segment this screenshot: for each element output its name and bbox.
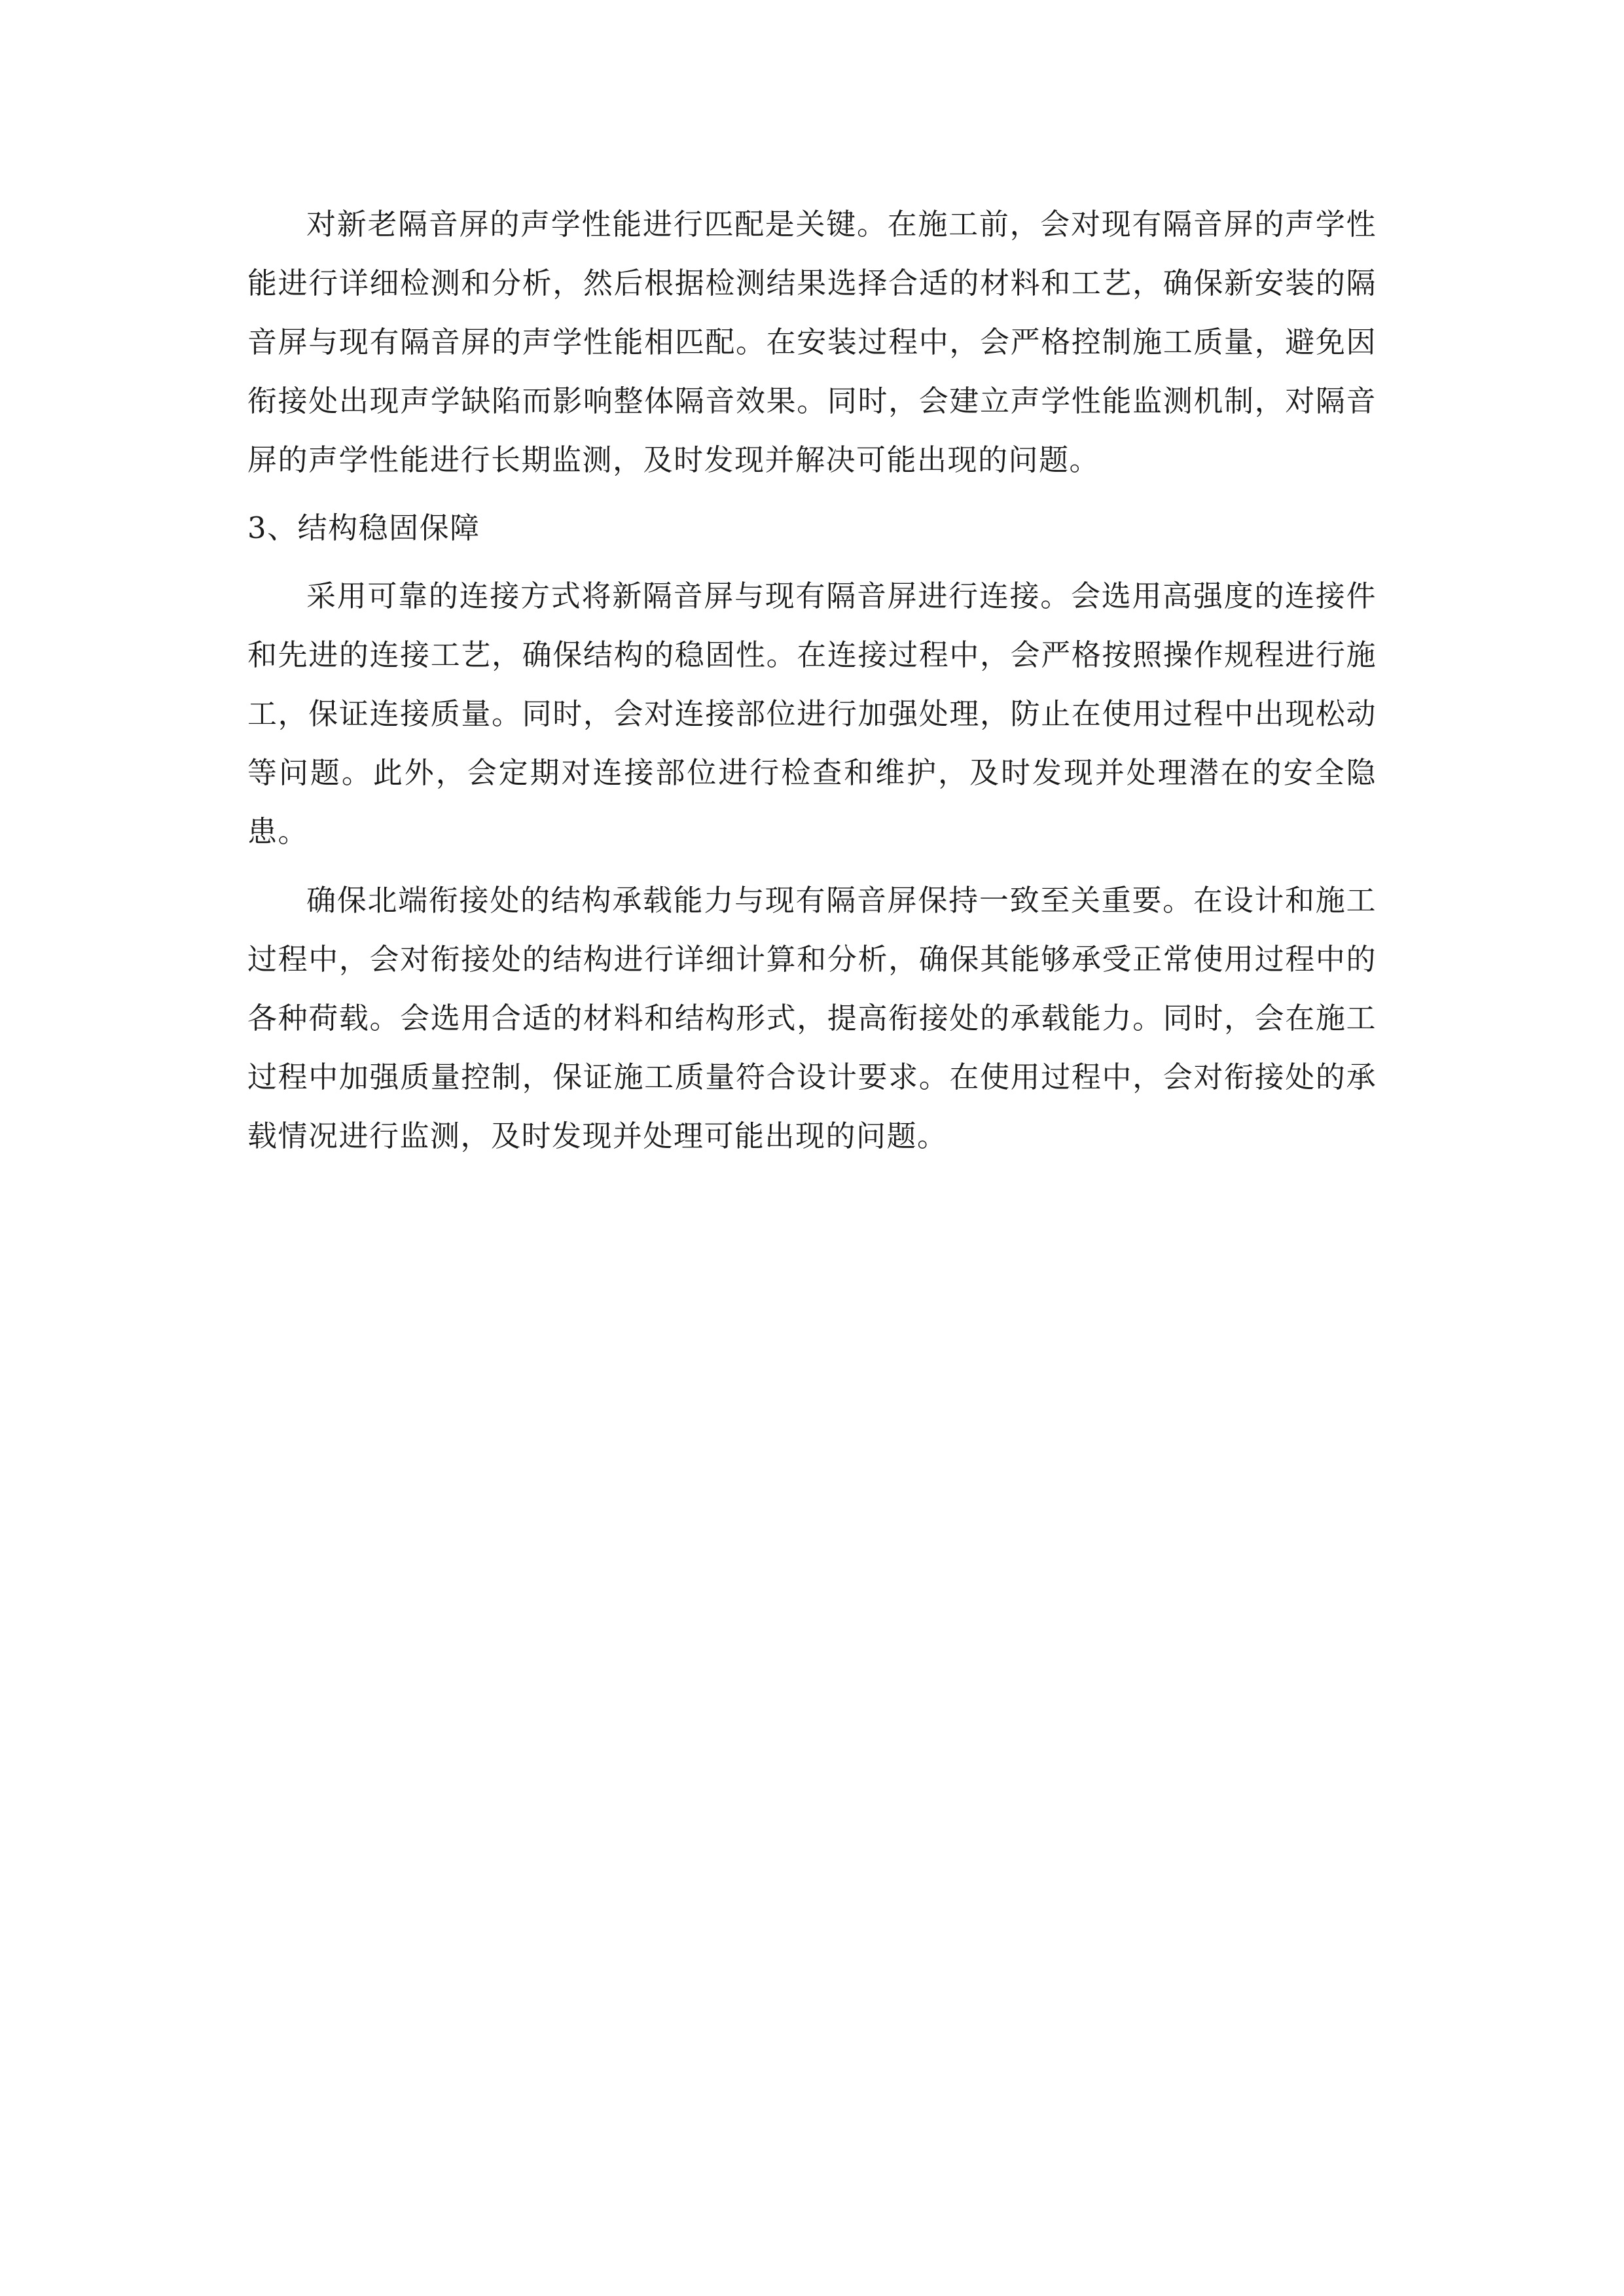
paragraph-load-capacity: 确保北端衔接处的结构承载能力与现有隔音屏保持一致至关重要。在设计和施工过程中，会对衔接处的结构进行详细计算和分析，确保其能够承受正常使用过程中的各种荷载。会选用合适的材料和结构形式，提高衔接处的承载能力。同时，会在施工过程中加强质量控制，保证施工质量符合设计要求。在使用过程中，会对衔接处的承载情况进行监测，及时发现并处理可能出现的问题。: [247, 883, 1377, 1153]
paragraph-acoustic-matching: 对新老隔音屏的声学性能进行匹配是关键。在施工前，会对现有隔音屏的声学性能进行详细检测和分析，然后根据检测结果选择合适的材料和工艺，确保新安装的隔音屏与现有隔音屏的声学性能相匹配。在安装过程中，会严格控制施工质量，避免因衔接处出现声学缺陷而影响整体隔音效果。同时，会建立声学性能监测机制，对隔音屏的声学性能进行长期监测，及时发现并解决可能出现的问题。: [247, 207, 1377, 477]
section-heading-structural-stability: 3、结构稳固保障: [247, 511, 480, 545]
document-body: [247, 195, 1377, 1166]
paragraph-connection-method: 采用可靠的连接方式将新隔音屏与现有隔音屏进行连接。会选用高强度的连接件和先进的连接工艺，确保结构的稳固性。在连接过程中，会严格按照操作规程进行施工，保证连接质量。同时，会对连接部位进行加强处理，防止在使用过程中出现松动等问题。此外，会定期对连接部位进行检查和维护，及时发现并处理潜在的安全隐患。: [247, 579, 1377, 849]
